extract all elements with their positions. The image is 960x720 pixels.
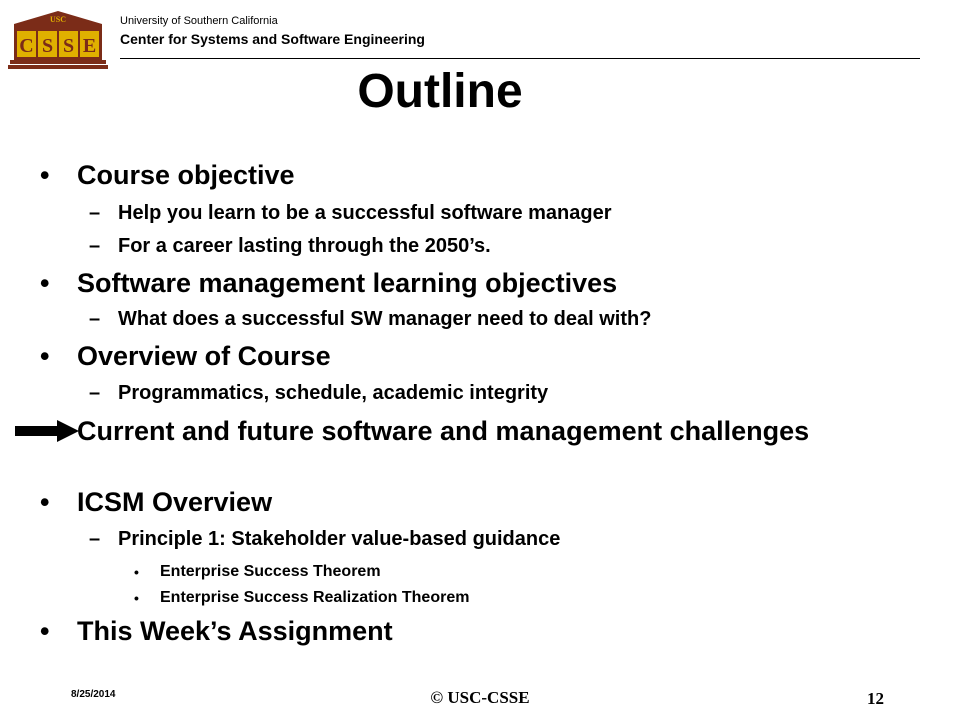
dash: –: [89, 235, 101, 257]
logo-letter: C: [19, 35, 34, 57]
dash: –: [89, 382, 101, 404]
outline-subitem-text: Help you learn to be a successful software manager: [118, 202, 612, 224]
copyright-notice: © USC-CSSE: [430, 688, 530, 707]
outline-item: [40, 160, 867, 191]
outline-subitem: [89, 234, 491, 258]
outline-item-text: This Week’s Assignment: [77, 616, 393, 646]
bullet: •: [40, 341, 50, 371]
outline-subsubitem-text: Enterprise Success Realization Theorem: [160, 589, 470, 606]
outline-subitem: [89, 381, 549, 405]
bullet: •: [40, 487, 50, 517]
outline-subsubitem: [134, 588, 470, 608]
bullet: •: [134, 564, 139, 580]
dash: –: [89, 308, 101, 330]
outline-item-current: [77, 416, 867, 447]
outline-subitem: [89, 527, 561, 551]
outline-item-text: ICSM Overview: [77, 487, 273, 517]
outline-item: [40, 487, 867, 518]
outline-subitem: [89, 201, 612, 225]
bullet: •: [40, 616, 50, 646]
outline-item: [40, 268, 867, 299]
outline-subsubitem: [134, 562, 381, 582]
outline-item-text: Course objective: [77, 160, 295, 190]
slide-date: 8/25/2014: [71, 689, 116, 700]
current-item-arrow-icon: [15, 420, 79, 442]
outline-item-text: Software management learning objectives: [77, 268, 618, 298]
outline-subitem-text: Programmatics, schedule, academic integrity: [118, 382, 549, 404]
institution-name: University of Southern California: [120, 15, 278, 27]
dash: –: [89, 528, 101, 550]
logo-letter: E: [82, 35, 97, 57]
outline-item: [40, 341, 867, 372]
outline-item-text: Overview of Course: [77, 341, 331, 371]
outline-item: [40, 616, 867, 647]
center-name: Center for Systems and Software Engineering: [120, 31, 425, 47]
bullet: •: [40, 268, 50, 298]
dash: –: [89, 202, 101, 224]
slide-title: Outline: [357, 65, 523, 118]
logo-letter: S: [62, 35, 75, 57]
bullet: •: [134, 590, 139, 606]
logo-abbrev: USC: [49, 15, 67, 24]
outline-subsubitem-text: Enterprise Success Theorem: [160, 563, 381, 580]
outline-item-text: Current and future software and management challenges: [77, 416, 810, 446]
outline-subitem-text: Principle 1: Stakeholder value-based guidance: [118, 528, 561, 550]
logo-letter: S: [41, 35, 54, 57]
bullet: •: [40, 160, 50, 190]
outline-subitem: [89, 307, 652, 331]
outline-subitem-text: For a career lasting through the 2050’s.: [118, 235, 491, 257]
page-number: 12: [867, 689, 884, 708]
outline-subitem-text: What does a successful SW manager need to deal with?: [118, 308, 652, 330]
